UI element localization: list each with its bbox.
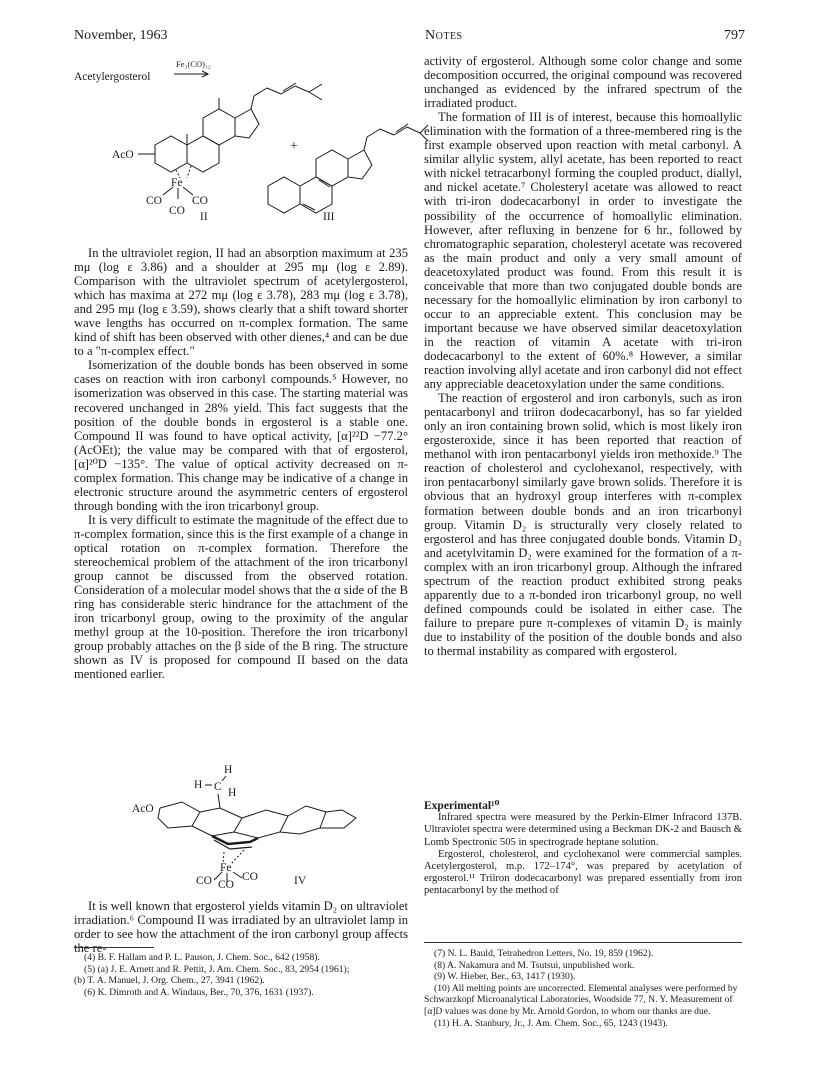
structure-iv (158, 776, 356, 882)
compound-label-iii: III (323, 211, 335, 223)
right-footnotes (424, 948, 742, 1029)
paragraph: In the ultraviolet region, II had an absorption maximum at 235 mμ (log ε 3.86) and a shoulder at 295 mμ (log ε 2.89). Comparison with the ultraviolet spectrum of acetylergosterol, which has maxima at 272 mμ (log ε 3.78), 283 mμ (log ε 3.78), and 295 mμ (log ε 3.59), shows clearly that a shift toward shorter wave lengths has occurred on π-complex formation. The same kind of shift has been observed with other dienes,⁴ and can be due to a "π-complex effect." (74, 246, 408, 359)
experimental-section (424, 800, 742, 898)
paragraph: Isomerization of the double bonds has been observed in some cases on reaction with iron carbonyl compounds.⁵ However, no isomerization was observed in this case. The starting material was recovered unchanged in 28% yield. This fact suggests that the position of the double bonds in ergosterol is a stable one. Compound II was found to have optical activity, [α]²²D −77.2° (AcOEt); the value may be compared with that of ergosterol, [α]²⁰D −135°. The value of optical activity decreased on π-complex formation. This change may be indicative of a change in electronic structure around the asymmetric centers of ergosterol through bonding with the iron tricarbonyl group. (74, 358, 408, 513)
reaction-arrow (174, 71, 208, 77)
footnote: (6) K. Dimroth and A. Windaus, Ber., 70, 376, 1631 (1937). (84, 986, 314, 998)
paragraph: Infrared spectra were measured by the Perkin-Elmer Infracord 137B. Ultraviolet spectra were determined using a Beckman DK-2 and Bausch & Lomb Spectronic 505 in spectrograde heptane solution. (424, 812, 742, 848)
h-right-label: H (228, 787, 237, 799)
paragraph: Ergosterol, cholesterol, and cyclohexanol were commercial samples. Acetylergosterol, m.p. 172–174°, was prepared by acetylation of ergosterol.¹¹ Triiron dodecacarbonyl was prepared essentially from iron pentacarbonyl by the method of (424, 848, 742, 897)
co-left-label-iv: CO (196, 875, 212, 887)
right-column-text (424, 54, 742, 658)
reactant-label: Acetylergosterol (74, 71, 151, 83)
structure-iv-figure (120, 760, 450, 890)
paragraph: It is well known that ergosterol yields vitamin D₂ on ultraviolet irradiation.⁶ Compound II was irradiated by an ultraviolet lamp in order to see how the attachment of the iron carbonyl group affects the re- (74, 899, 408, 956)
co-left-label-ii: CO (146, 195, 162, 207)
h-top-label: H (224, 764, 233, 776)
paragraph: activity of ergosterol. Although some color change and some decomposition occurred, the original compound was recovered unchanged as evidenced by the infrared spectrum of the irradiated product. (424, 54, 742, 111)
footnote: (4) B. F. Hallam and P. L. Pauson, J. Chem. Soc., 642 (1958). (84, 952, 320, 963)
left-column-text (74, 246, 408, 681)
compound-label-iv: IV (294, 875, 307, 887)
fe-label-iv: Fe (220, 862, 232, 874)
footnote: (7) N. L. Bauld, Tetrahedron Letters, No. 19, 859 (1962). (434, 948, 654, 959)
footnote-rule-left (74, 947, 154, 948)
running-header-section: Notes (425, 28, 463, 43)
aco-label-iv: AcO (132, 803, 154, 815)
footnote: (9) W. Hieber, Ber., 63, 1417 (1930). (434, 971, 576, 983)
paragraph: It is very difficult to estimate the magnitude of the effect due to π-complex formation, since this is the first example of a change in optical rotation on π-complex formation. Therefore the stereochemical problem of the attachment of the iron tricarbonyl group cannot be discussed from the observed rotation. Consideration of a molecular model shows that the α side of the B ring has considerable steric hindrance for the attachment of the iron tricarbonyl group, owing to the proximity of the angular methyl group at the 10-position. Therefore the iron tricarbonyl group probably attaches on the β side of the B ring. The structure shown as IV is proposed for compound II based on the data mentioned earlier. (74, 512, 408, 682)
c-label: C (214, 781, 222, 793)
footnote: (8) A. Nakamura and M. Tsutsui, unpublished work. (434, 959, 635, 971)
experimental-heading: Experimental¹⁰ (424, 800, 500, 812)
paragraph: The reaction of ergosterol and iron carbonyls, such as iron pentacarbonyl and triiron dodecacarbonyl, has so far yielded only an iron containing brown solid, which is most likely iron ergosteroxide, since it has been reported that reaction of methanol with iron pentacarbonyl yields iron methoxide.⁹ The reaction of cholesterol and cyclohexanol, respectively, with iron pentacarbonyl similarly gave brown solids. Therefore it is obvious that an hydroxyl group interferes with π-complex formation between double bonds and an iron tricarbonyl group. Vitamin D₂ is structurally very closely related to ergosterol and has three conjugated double bonds. Vitamin D₂ and acetylvitamin D₂ were examined for the formation of a π-complex with an iron tricarbonyl group. Although the infrared spectrum of the reaction product exhibited strong peaks apparently due to a π-bonded iron tricarbonyl group, no well defined compounds could be isolated in either case. The failure to prepare pure π-complexes of vitamin D₂ is mainly due to instability of the position of the double bonds and also to thermal instability as compared with ergosterol. (424, 391, 742, 658)
footnote-rule-right (424, 942, 742, 943)
compound-label-ii: II (200, 211, 208, 223)
reagent-label: Fe₃(CO)₁₂ (176, 59, 211, 69)
aco-label-ii: AcO (112, 149, 134, 161)
structure-iii (268, 124, 428, 213)
plus-sign: + (290, 139, 298, 154)
h-left-label: H (194, 779, 203, 791)
footnote: (10) All melting points are uncorrected. Elemental analyses were performed by Schwarzkopf Microanalytical Laboratories, Woodside 77, N. Y. Measurement of [α]D values was done by Mr. Arnold Gordon, to whom our thanks are due. (424, 982, 738, 1017)
left-footnotes (74, 952, 408, 998)
reaction-scheme-1 (70, 54, 430, 224)
footnote: (11) H. A. Stanbury, Jr., J. Am. Chem. Soc., 65, 1243 (1943). (434, 1017, 668, 1029)
co-right-label-ii: CO (192, 195, 208, 207)
co-right-label-iv: CO (242, 871, 258, 883)
footnote: (5) (a) J. E. Arnett and R. Pettit, J. Am. Chem. Soc., 83, 2954 (1961); (84, 963, 350, 975)
paragraph: The formation of III is of interest, because this homoallylic elimination with the formation of a three-membered ring is the first example observed upon reaction with metal carbonyl. A similar allylic system, allyl acetate, has been reported to react with nickel tetracarbonyl forming the coupled product, diallyl, and nickel acetate.⁷ Cholesteryl acetate was allowed to react with tri-iron dodecacarbonyl in order to investigate the possibility of the occurrence of homoallylic elimination. However, after refluxing in benzene for 6 hr., followed by chromatographic separation, cholesteryl acetate was recovered as the main product and only a very small amount of deacetoxylated product was found. From this result it is conceivable that more than two conjugated double bonds are necessary for the homoallylic elimination by iron carbonyl to occur to an appreciable extent. This conclusion may be important because we have observed similar deacetoxylation in the reaction of vitamin A acetate with tri-iron dodecacarbonyl to the extent of 60%.⁸ However, a similar reaction involving allyl acetate and iron carbonyl did not effect any appreciable deacetoxylation under the same conditions. (424, 110, 742, 392)
fe-label-ii: Fe (171, 177, 183, 189)
footnote: (b) T. A. Manuel, J. Org. Chem., 27, 3941 (1962). (74, 975, 265, 987)
page-number: 797 (724, 28, 745, 43)
co-bottom-label-iv: CO (218, 879, 234, 890)
co-bottom-label-ii: CO (169, 205, 185, 217)
running-header-date: November, 1963 (74, 28, 168, 43)
